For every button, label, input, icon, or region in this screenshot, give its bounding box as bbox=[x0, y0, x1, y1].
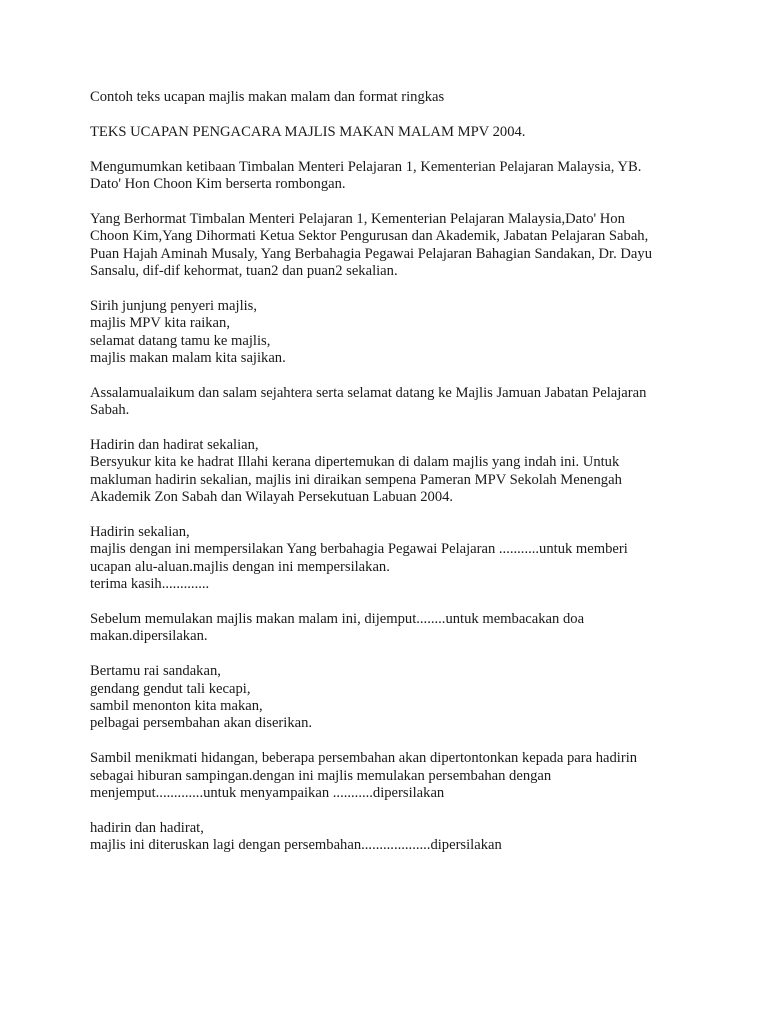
document-paragraph bbox=[90, 385, 730, 420]
text-line: Bertamu rai sandakan, bbox=[90, 663, 221, 680]
text-line: terima kasih............. bbox=[90, 576, 210, 593]
text-line: majlis dengan ini mempersilakan Yang berbahagia Pegawai Pelajaran ...........untuk memberi bbox=[90, 541, 628, 558]
text-line: pelbagai persembahan akan diserikan. bbox=[90, 715, 313, 732]
text-line: Sebelum memulakan majlis makan malam ini, dijemput........untuk membacakan doa bbox=[90, 611, 585, 628]
text-line: TEKS UCAPAN PENGACARA MAJLIS MAKAN MALAM MPV 2004. bbox=[90, 123, 526, 140]
text-line: Bersyukur kita ke hadrat Illahi kerana dipertemukan di dalam majlis yang indah ini. Untuk bbox=[90, 454, 620, 471]
text-line: Mengumumkan ketibaan Timbalan Menteri Pelajaran 1, Kementerian Pelajaran Malaysia, YB. bbox=[90, 158, 642, 175]
text-line: Dato' Hon Choon Kim berserta rombongan. bbox=[90, 176, 346, 192]
document-paragraph bbox=[90, 524, 730, 594]
document-paragraph bbox=[90, 820, 730, 855]
text-line: Sabah. bbox=[90, 402, 130, 419]
text-line: gendang gendut tali kecapi, bbox=[90, 680, 251, 697]
text-line: Sambil menikmati hidangan, beberapa persembahan akan dipertontonkan kepada para hadirin bbox=[90, 750, 638, 767]
text-line: makluman hadirin sekalian, majlis ini diraikan sempena Pameran MPV Sekolah Menengah bbox=[90, 471, 622, 488]
text-line: menjemput.............untuk menyampaikan ...........dipersilakan bbox=[90, 785, 445, 802]
text-line: makan.dipersilakan. bbox=[90, 628, 208, 645]
text-line: Akademik Zon Sabah dan Wilayah Persekutuan Labuan 2004. bbox=[90, 489, 454, 506]
text-line: Contoh teks ucapan majlis makan malam dan format ringkas bbox=[90, 89, 445, 105]
text-line: majlis makan malam kita sajikan. bbox=[90, 350, 286, 367]
document-paragraph bbox=[90, 437, 730, 507]
text-line: ucapan alu-aluan.majlis dengan ini mempersilakan. bbox=[90, 558, 390, 575]
document-paragraph bbox=[90, 124, 730, 141]
document-paragraph bbox=[90, 211, 730, 281]
text-line: Puan Hajah Aminah Musaly, Yang Berbahagia Pegawai Pelajaran Bahagian Sandakan, Dr. Dayu bbox=[90, 245, 652, 262]
pantun-stanza bbox=[90, 298, 730, 368]
document-paragraph bbox=[90, 611, 730, 646]
document-paragraph bbox=[90, 89, 730, 106]
text-line: sambil menonton kita makan, bbox=[90, 698, 263, 715]
text-line: sebagai hiburan sampingan.dengan ini majlis memulakan persembahan dengan bbox=[90, 767, 552, 784]
text-line: Sansalu, dif-dif kehormat, tuan2 dan puan2 sekalian. bbox=[90, 263, 398, 280]
pantun-stanza bbox=[90, 663, 730, 733]
text-line: Choon Kim,Yang Dihormati Ketua Sektor Pengurusan dan Akademik, Jabatan Pelajaran Sabah, bbox=[90, 228, 649, 245]
text-line: Hadirin dan hadirat sekalian, bbox=[90, 437, 259, 454]
document-paragraph bbox=[90, 750, 730, 802]
document-paragraph bbox=[90, 159, 730, 194]
text-line: hadirin dan hadirat, bbox=[90, 819, 204, 836]
text-line: majlis ini diteruskan lagi dengan persembahan...................dipersilakan bbox=[90, 837, 502, 854]
text-line: majlis MPV kita raikan, bbox=[90, 315, 230, 332]
document-page bbox=[90, 89, 730, 872]
text-line: Sirih junjung penyeri majlis, bbox=[90, 297, 258, 314]
text-line: Yang Berhormat Timbalan Menteri Pelajaran 1, Kementerian Pelajaran Malaysia,Dato' Hon bbox=[90, 210, 625, 227]
text-line: Hadirin sekalian, bbox=[90, 524, 190, 541]
text-line: selamat datang tamu ke majlis, bbox=[90, 332, 271, 349]
text-line: Assalamualaikum dan salam sejahtera serta selamat datang ke Majlis Jamuan Jabatan Pelajaran bbox=[90, 384, 647, 401]
